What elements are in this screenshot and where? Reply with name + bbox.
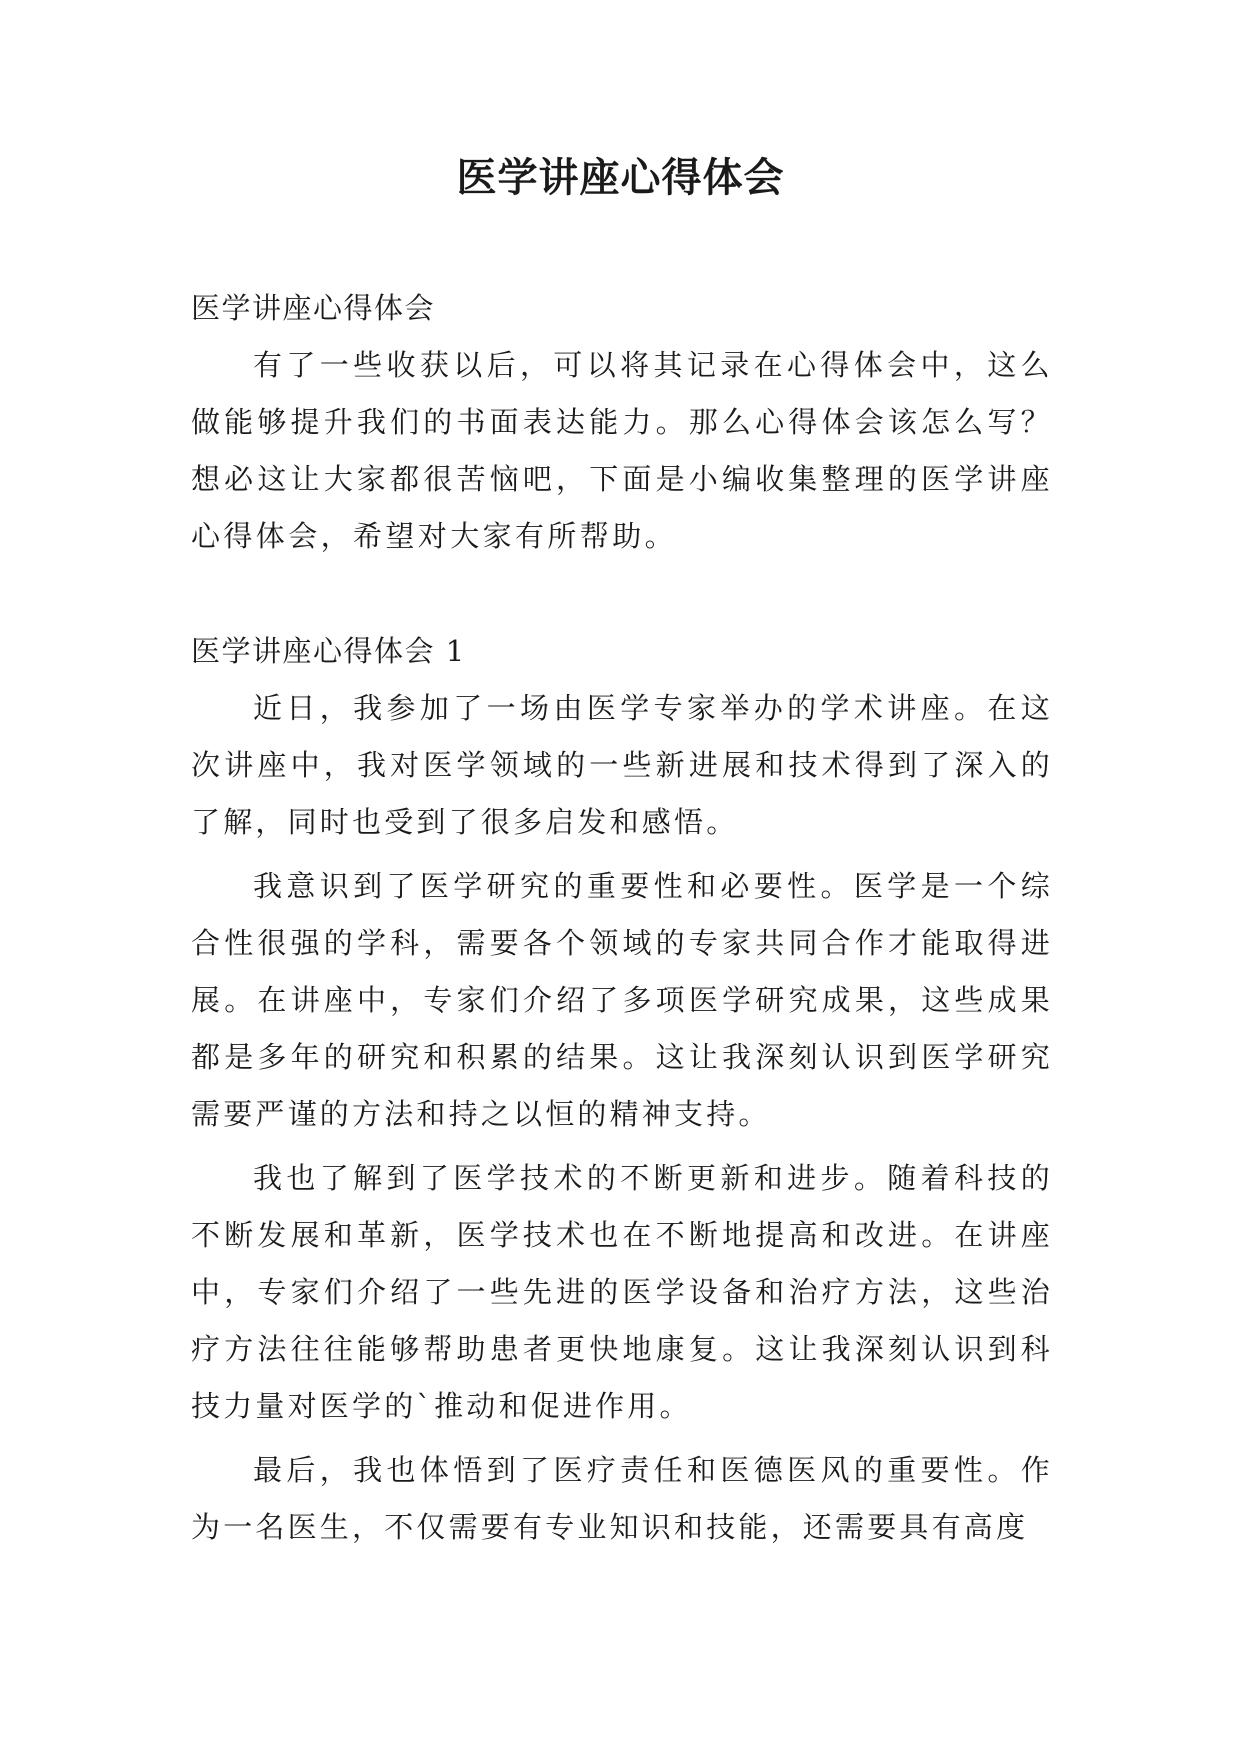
section-spacer (191, 565, 1053, 623)
document-body (191, 280, 1053, 1556)
document-title: 医学讲座心得体会 (456, 154, 785, 201)
intro-heading: 医学讲座心得体会 (191, 291, 436, 325)
body-paragraph: 我意识到了医学研究的重要性和必要性。医学是一个综合性很强的学科，需要各个领域的专家共同合作才能取得进展。在讲座中，专家们介绍了多项医学研究成果，这些成果都是多年的研究和积累的结果。这让我深刻认识到医学研究需要严谨的方法和持之以恒的精神支持。 (191, 869, 1053, 1131)
body-paragraph: 我也了解到了医学技术的不断更新和进步。随着科技的不断发展和革新，医学技术也在不断地提高和改进。在讲座中，专家们介绍了一些先进的医学设备和治疗方法，这些治疗方法往往能够帮助患者更快地康复。这让我深刻认识到科技力量对医学的`推动和促进作用。 (191, 1161, 1053, 1423)
body-paragraph: 近日，我参加了一场由医学专家举办的学术讲座。在这次讲座中，我对医学领域的一些新进展和技术得到了深入的了解，同时也受到了很多启发和感悟。 (191, 691, 1053, 839)
section-heading-1: 医学讲座心得体会 1 (191, 634, 466, 668)
intro-paragraph: 有了一些收获以后，可以将其记录在心得体会中，这么做能够提升我们的书面表达能力。那么心得体会该怎么写？想必这让大家都很苦恼吧，下面是小编收集整理的医学讲座心得体会，希望对大家有所帮助。 (191, 348, 1053, 553)
body-paragraph: 最后，我也体悟到了医疗责任和医德医风的重要性。作为一名医生，不仅需要有专业知识和技能，还需要具有高度 (191, 1453, 1053, 1544)
